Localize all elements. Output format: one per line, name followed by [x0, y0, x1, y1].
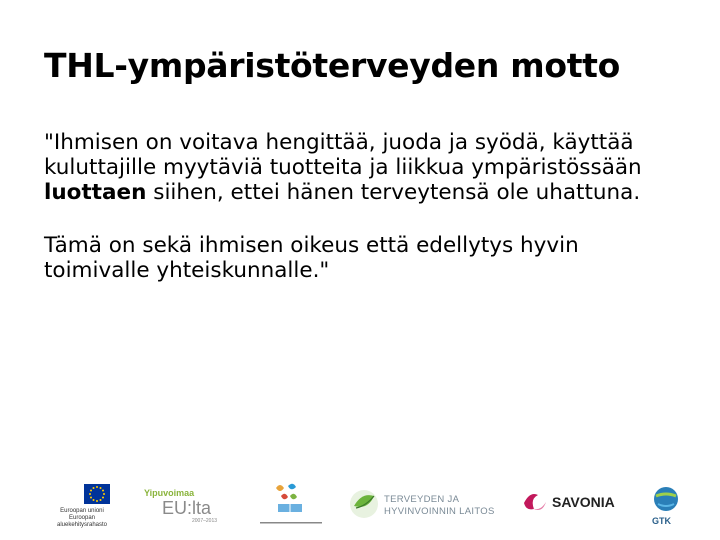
eu-caption-1: Euroopan unioni: [60, 508, 104, 514]
thl-leaf-icon: [346, 486, 382, 522]
yipuvoimaa-name: Yipuvoimaa: [144, 488, 195, 498]
leaf-book-icon: [250, 478, 330, 528]
motto-bold-word: luottaen: [44, 180, 147, 205]
logo-strip: [0, 478, 720, 530]
motto-text-1: "Ihmisen on voitava hengittää, juoda ja syödä, käyttää kuluttajille myytäviä tuotteita ja liikkua ympäristössään: [44, 130, 642, 180]
gtk-name: GTK: [652, 516, 671, 526]
thl-line-1: TERVEYDEN JA: [384, 494, 460, 505]
gtk-globe-icon: [650, 484, 682, 514]
motto-paragraph-1: [44, 130, 684, 205]
motto-paragraph-2: Tämä on sekä ihmisen oikeus että edellytys hyvin toimivalle yhteiskunnalle.": [44, 233, 579, 283]
slide-title: THL-ympäristöterveyden motto: [44, 46, 621, 85]
partner-logo: [250, 478, 330, 528]
eu-logo: [40, 478, 120, 528]
yipuvoimaa-years: 2007–2013: [192, 518, 218, 524]
thl-line-2: HYVINVOINNIN LAITOS: [384, 506, 495, 517]
savonia-mark-icon: [520, 488, 550, 518]
motto-text-2: siihen, ettei hänen terveytensä ole uhattuna.: [146, 180, 641, 205]
eu-caption-2: Euroopan aluekehitysrahasto: [56, 515, 108, 528]
savonia-logo: [518, 478, 628, 528]
thl-logo: [344, 478, 514, 528]
slide-body: [44, 130, 684, 283]
savonia-name: SAVONIA: [552, 494, 615, 510]
yipuvoimaa-logo: [142, 478, 222, 528]
gtk-logo: [646, 478, 686, 528]
yipuvoimaa-eu-text: EU:lta: [162, 498, 212, 518]
